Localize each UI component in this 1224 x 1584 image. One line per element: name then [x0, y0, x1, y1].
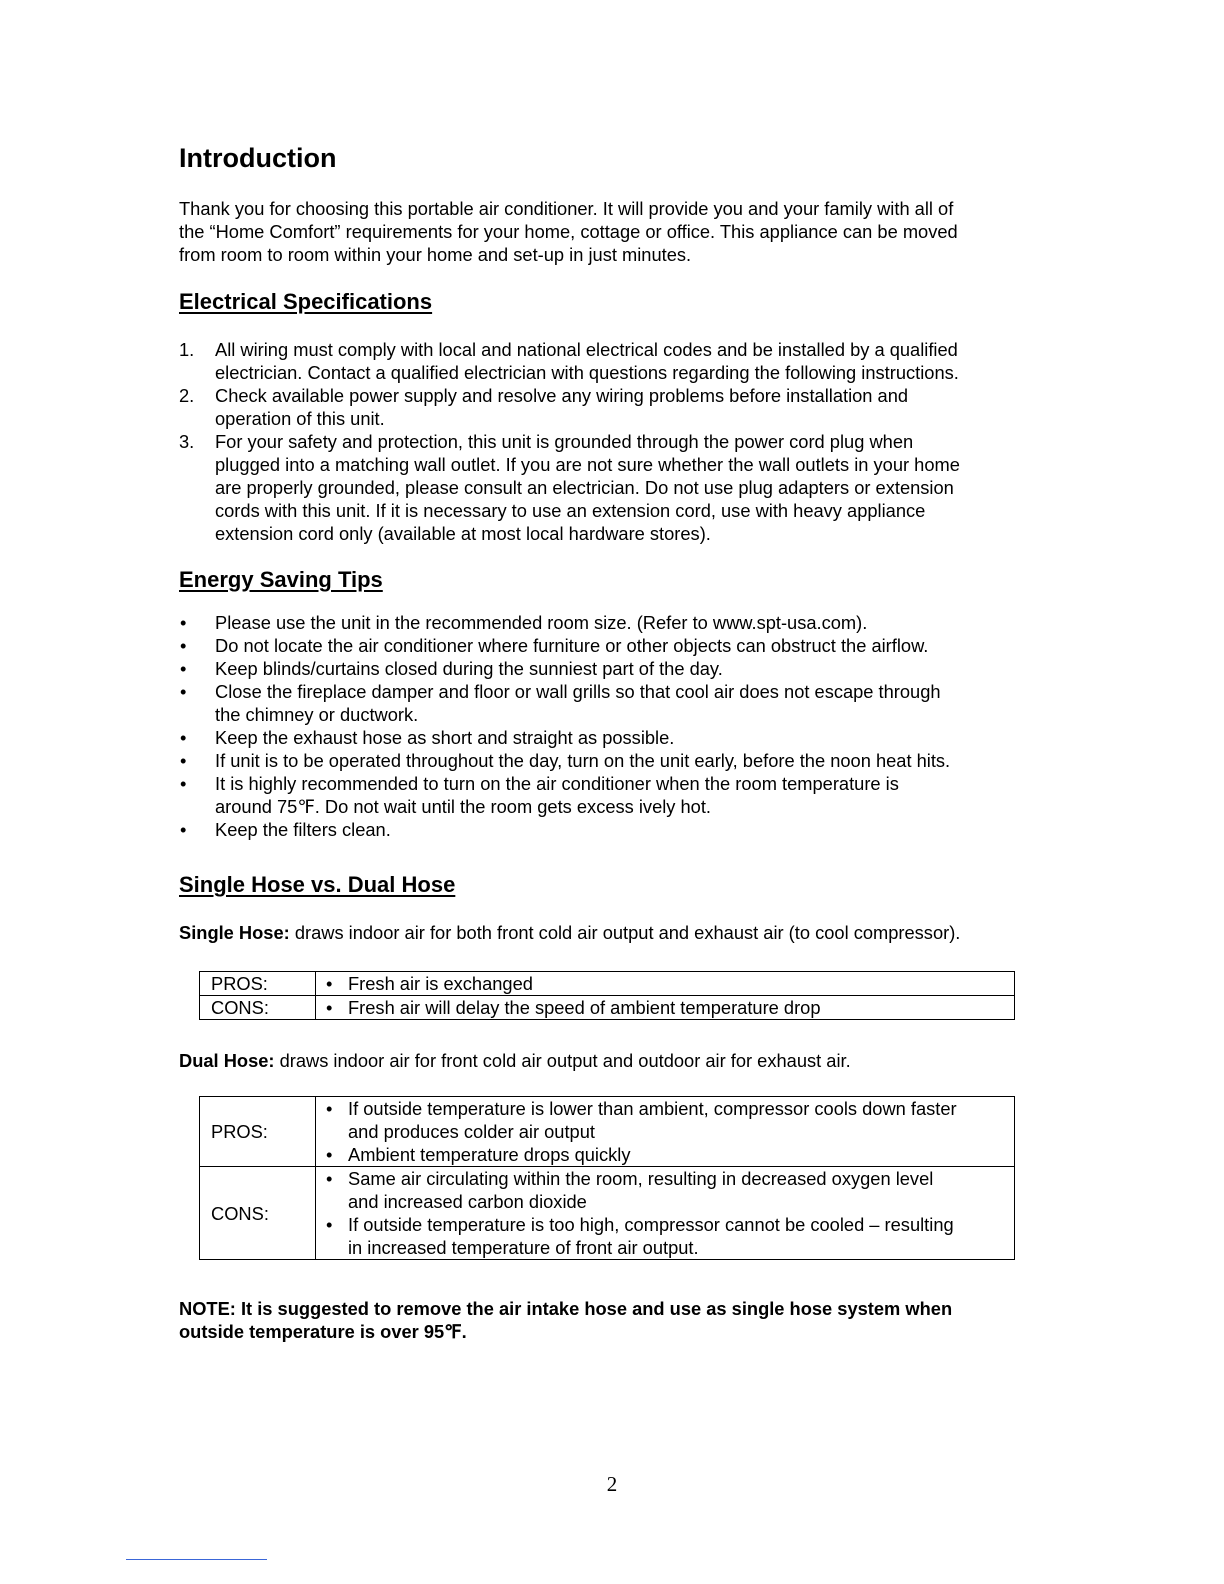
dual-hose-description: Dual Hose: draws indoor air for front cold air output and outdoor air for exhaust air. [179, 1050, 851, 1071]
bullet-icon: • [180, 819, 187, 840]
dual-hose-label: Dual Hose: [179, 1050, 275, 1071]
bullet-icon: • [180, 658, 187, 679]
list-number: 2. [179, 385, 195, 406]
pros-label: PROS: [200, 972, 316, 996]
cons-cell [316, 1167, 1015, 1260]
table-row [200, 1167, 1015, 1260]
intro-line: the “Home Comfort” requirements for your home, cottage or office. This appliance can be moved [179, 221, 958, 242]
table-row [200, 972, 1015, 996]
pros-cell [316, 1097, 1015, 1167]
bullet-icon: • [326, 997, 333, 1018]
list-item: 2. Check available power supply and resolve any wiring problems before installation and operation of this unit. [179, 385, 909, 429]
bullet-icon: • [180, 612, 187, 633]
bullet-icon: • [180, 727, 187, 748]
table-row [200, 996, 1015, 1020]
list-item: • Do not locate the air conditioner where furniture or other objects can obstruct the airflow. [180, 635, 929, 656]
table-row [200, 1097, 1015, 1167]
cons-cell [316, 996, 1015, 1020]
single-hose-table [199, 971, 1015, 1020]
pros-cell [316, 972, 1015, 996]
list-item: • Ambient temperature drops quickly [326, 1144, 631, 1165]
bullet-icon: • [326, 973, 333, 994]
bullet-icon: • [326, 1168, 333, 1189]
list-item: • Keep the exhaust hose as short and straight as possible. [180, 727, 675, 748]
bullet-icon: • [180, 750, 187, 771]
electrical-specifications-list [179, 338, 1039, 545]
intro-line: from room to room within your home and set-up in just minutes. [179, 244, 692, 265]
list-item: • Close the fireplace damper and floor or wall grills so that cool air does not escape through the chimney or ductwork. [180, 681, 941, 725]
hose-comparison-heading: Single Hose vs. Dual Hose [179, 872, 456, 897]
list-item: • If outside temperature is lower than ambient, compressor cools down faster and produces colder air output [326, 1098, 957, 1142]
energy-saving-tips-list [179, 611, 1039, 841]
cons-label: CONS: [200, 996, 316, 1020]
list-item: • If unit is to be operated throughout the day, turn on the unit early, before the noon heat hits. [180, 750, 951, 771]
list-item: • Fresh air will delay the speed of ambient temperature drop [326, 997, 821, 1018]
list-item: • Fresh air is exchanged [326, 973, 533, 994]
bullet-icon: • [326, 1144, 333, 1165]
list-item: • It is highly recommended to turn on the air conditioner when the room temperature is around 75℉. Do not wait until the room gets excess ively hot. [180, 773, 899, 817]
cons-label: CONS: [200, 1167, 316, 1260]
list-item: • Keep blinds/curtains closed during the sunniest part of the day. [180, 658, 723, 679]
energy-saving-tips-heading: Energy Saving Tips [179, 567, 383, 592]
list-item: • Please use the unit in the recommended room size. (Refer to www.spt-usa.com). [180, 612, 868, 633]
footer-rule [126, 1559, 267, 1560]
list-item: • If outside temperature is too high, compressor cannot be cooled – resulting in increased temperature of front air output. [326, 1214, 954, 1258]
list-number: 3. [179, 431, 195, 452]
single-hose-description: Single Hose: draws indoor air for both front cold air output and exhaust air (to cool compressor). [179, 922, 961, 943]
page-number: 2 [606, 1472, 618, 1496]
bullet-icon: • [180, 773, 187, 794]
list-item: 1. All wiring must comply with local and national electrical codes and be installed by a qualified electrician. Contact a qualified electrician with questions regarding the following instructions. [179, 339, 959, 383]
intro-line: Thank you for choosing this portable air conditioner. It will provide you and your family with all of [179, 198, 954, 219]
bullet-icon: • [180, 635, 187, 656]
bullet-icon: • [326, 1098, 333, 1119]
list-item: 3. For your safety and protection, this unit is grounded through the power cord plug when plugged into a matching wall outlet. If you are not sure whether the wall outlets in your home are properly grounded, please consult an electrician. Do not use plug adapters or extension cords with this unit. If it is necessary to use an extension cord, use with heavy appliance extension cord only (available at most local hardware stores). [179, 431, 960, 544]
bullet-icon: • [180, 681, 187, 702]
electrical-specifications-heading: Electrical Specifications [179, 289, 433, 314]
note-paragraph: NOTE: It is suggested to remove the air intake hose and use as single hose system when outside temperature is over 95℉. [179, 1298, 953, 1342]
pros-label: PROS: [200, 1097, 316, 1167]
dual-hose-table [199, 1096, 1015, 1260]
list-item: • Keep the filters clean. [180, 819, 391, 840]
single-hose-label: Single Hose: [179, 922, 290, 943]
list-number: 1. [179, 339, 195, 360]
list-item: • Same air circulating within the room, resulting in decreased oxygen level and increased carbon dioxide [326, 1168, 934, 1212]
introduction-heading: Introduction [179, 143, 337, 173]
introduction-paragraph [179, 197, 1039, 266]
bullet-icon: • [326, 1214, 333, 1235]
